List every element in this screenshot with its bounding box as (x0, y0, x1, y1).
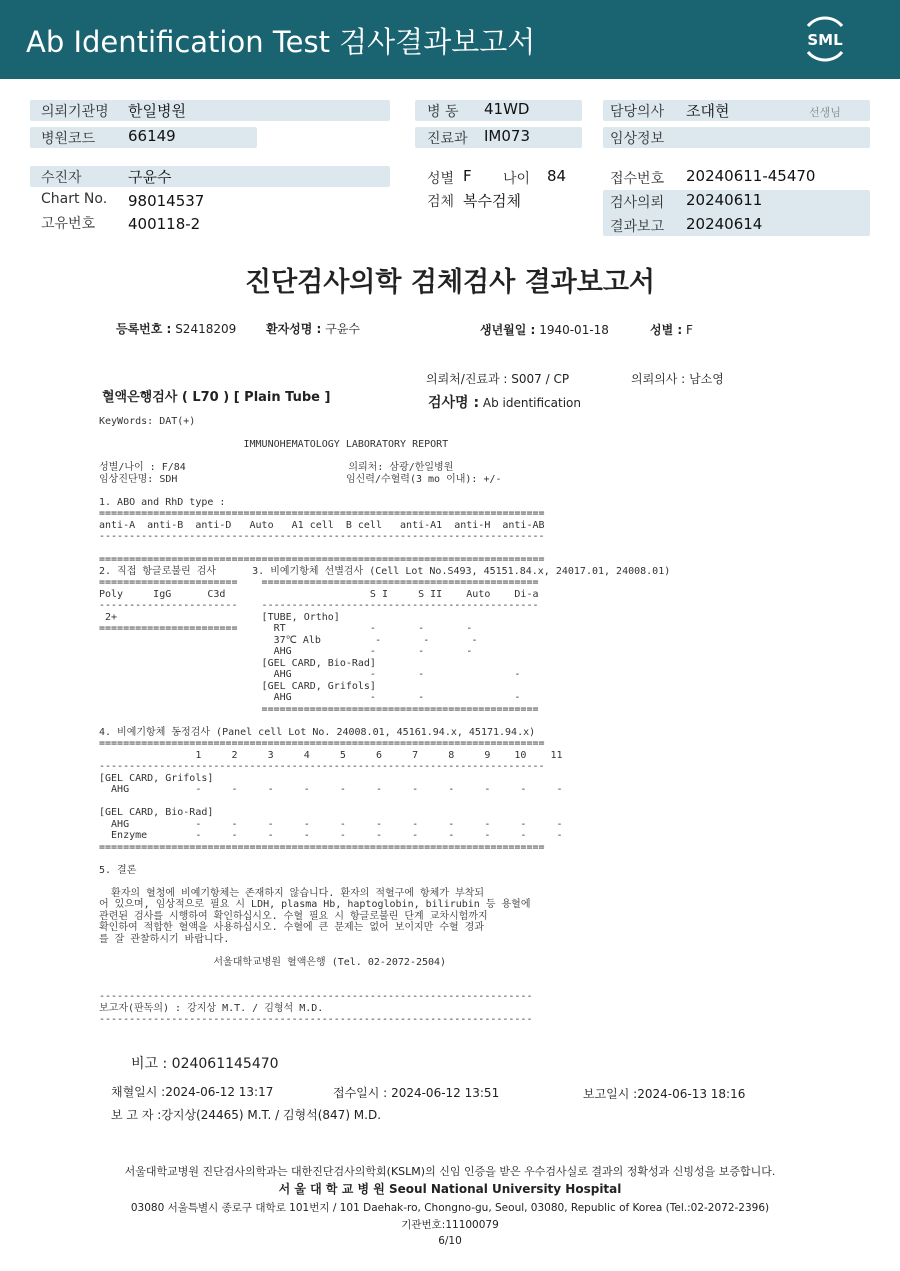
sml-logo-icon (798, 12, 852, 66)
report-date-value: 20240614 (686, 215, 763, 233)
clinical-label: 임상정보 (610, 131, 665, 147)
report-body: KeyWords: DAT(+) IMMUNOHEMATOLOGY LABORATORY REPORT 성별/나이 : F/84 의뢰처: 삼광/한일병원 임상진단명: SDH 임신력/수혈력(3 mo 이내): +/- 1. ABO and RhD type : ========================================================================== anti-A anti-B anti-D Auto A1 cell B cell anti-A1 anti-H anti-AB -------------------------------------------------------------------------- ========================================================================== 2. 직접 항글로불린 검사 3. 비예기항체 선별검사 (Cell Lot No.S493, 45151.84.x, 24017.01, 24008.01) ======================= ============================================== Poly IgG C3d S I S II Auto Di-a ----------------------- ---------------------------------------------- 2+ [TUBE, Ortho] ======================= RT - - - 37℃ Alb - - - AHG - - - [GEL CARD, Bio-Rad] AHG - - - [GEL CARD, Grifols] AHG - - - ============================================== 4. 비예기항체 동정검사 (Panel cell Lot No. 24008.01, 45161.94.x, 45171.94.x) ========================================================================== 1 2 3 4 5 6 7 8 9 10 11 -------------------------------------------------------------------------- [GEL CARD, Grifols] AHG - - - - - - - - - - - [GEL CARD, Bio-Rad] AHG - - - - - - - - - - - Enzyme - - - - - - - - - - - ========================================================================== 5. 결론 환자의 혈청에 비예기항체는 존재하지 않습니다. 환자의 적혈구에 항체가 부착되 어 있으며, 임상적으로 필요 시 LDH, plasma Hb, haptoglobin, bilirubin 등 용혈에 관련된 검사를 시행하여 확인하십시오. 수혈 필요 시 항글로불린 단계 교차시험까지 확인하여 적합한 혈액을 사용하십시오. 수혈에 큰 문제는 없어 보이지만 수혈 경과 를 잘 관찰하시기 바랍니다. 서울대학교병원 혈액은행 (Tel. 02-2072-2504) ------------------------------------------------------------------------ 보고자(판독의) : 강지상 M.T. / 김형석 M.D. ------------------------------------------------------------------------ (99, 416, 671, 1025)
sex-label: 성별 (427, 171, 455, 187)
footer-hospital: 서 울 대 학 교 병 원 Seoul National University Hospital (278, 1182, 622, 1196)
reported-row (583, 1085, 745, 1102)
dept-label: 진료과 (427, 131, 468, 147)
rsex-label: 성별 : (650, 323, 683, 337)
footer-cert: 서울대학교병원 진단검사의학과는 대한진단검사의학회(KSLM)의 신임 인증을 받은 우수검사실로 결과의 정확성과 신빙성을 보증합니다. (124, 1165, 776, 1178)
name-value: 구윤수 (325, 322, 360, 336)
reported-value: 2024-06-13 18:16 (637, 1087, 746, 1101)
chart-value: 98014537 (128, 192, 205, 210)
request-value: 20240611 (686, 191, 763, 209)
page-title: Ab Identification Test 검사결과보고서 (26, 25, 536, 59)
org-label: 의뢰기관명 (41, 104, 109, 120)
ref-doc-label: 의뢰의사 : (631, 372, 686, 386)
specimen-label: 검체 (427, 194, 455, 210)
dob-label: 생년월일 : (480, 323, 536, 337)
footer-address: 03080 서울특별시 종로구 대학로 101번지 / 101 Daehak-ro, Chongno-gu, Seoul, 03080, Republic of Korea (Tel.:02-2072-2396) (130, 1202, 770, 1214)
reporter-row (111, 1106, 381, 1123)
test-name-value: Ab identification (482, 396, 581, 410)
receive-value: 2024-06-12 13:51 (391, 1086, 500, 1100)
rsex-row (650, 321, 693, 338)
patient-value: 구윤수 (128, 168, 172, 186)
dob-row (480, 321, 609, 338)
ref-doc-row (631, 370, 724, 387)
doctor-value: 조대현 (686, 102, 730, 120)
reported-label: 보고일시 : (583, 1087, 638, 1101)
remark-label: 비고 : (131, 1056, 168, 1072)
report-date-label: 결과보고 (610, 219, 665, 235)
receipt-value: 20240611-45470 (686, 167, 816, 185)
ref-dept-value: S007 / CP (511, 372, 570, 386)
svg-text:SML: SML (807, 31, 843, 49)
rsex-value: F (686, 323, 693, 337)
collect-value: 2024-06-12 13:17 (165, 1085, 274, 1099)
chart-label: Chart No. (41, 191, 108, 207)
doctor-label: 담당의사 (610, 104, 665, 120)
collect-label: 채혈일시 : (111, 1085, 166, 1099)
dob-value: 1940-01-18 (539, 323, 609, 337)
org-value: 한일병원 (128, 102, 186, 120)
test-name-row (428, 392, 581, 412)
test-group: 혈액은행검사 ( L70 ) [ Plain Tube ] (102, 390, 331, 405)
remark-row (131, 1053, 279, 1073)
reporter-label: 보 고 자 : (111, 1108, 162, 1122)
receive-label: 접수일시 : (333, 1086, 388, 1100)
age-label: 나이 (503, 171, 531, 187)
ward-label: 병 동 (427, 104, 459, 120)
unique-label: 고유번호 (41, 216, 96, 232)
ref-dept-row (426, 370, 569, 387)
footer-org-no: 기관번호:11100079 (401, 1219, 499, 1231)
report-title: 진단검사의학 검체검사 결과보고서 (244, 267, 656, 298)
name-row (266, 320, 360, 337)
unique-value: 400118-2 (128, 215, 201, 233)
reg-value: S2418209 (175, 322, 237, 336)
request-label: 검사의뢰 (610, 195, 665, 211)
name-label: 환자성명 : (266, 322, 322, 336)
reg-row (116, 320, 236, 337)
patient-label: 수진자 (41, 170, 82, 186)
remark-value: 024061145470 (171, 1056, 279, 1072)
page-number: 6/10 (438, 1235, 462, 1247)
code-value: 66149 (128, 127, 176, 145)
reporter-value: 강지상(24465) M.T. / 김형석(847) M.D. (161, 1108, 382, 1122)
receipt-label: 접수번호 (610, 171, 665, 187)
info-box-patient (30, 166, 390, 187)
test-name-label: 검사명 : (428, 395, 480, 411)
dept-value: IM073 (484, 127, 530, 145)
ward-value: 41WD (484, 100, 530, 118)
ref-dept-label: 의뢰처/진료과 : (426, 372, 508, 386)
reg-label: 등록번호 : (116, 322, 172, 336)
doctor-suffix: 선생님 (809, 106, 841, 119)
receive-row (333, 1084, 499, 1101)
age-value: 84 (547, 167, 567, 185)
collect-row (111, 1083, 273, 1100)
specimen-value: 복수검체 (463, 192, 521, 210)
code-label: 병원코드 (41, 131, 96, 147)
ref-doc-value: 남소영 (689, 372, 724, 386)
sex-value: F (463, 167, 472, 185)
